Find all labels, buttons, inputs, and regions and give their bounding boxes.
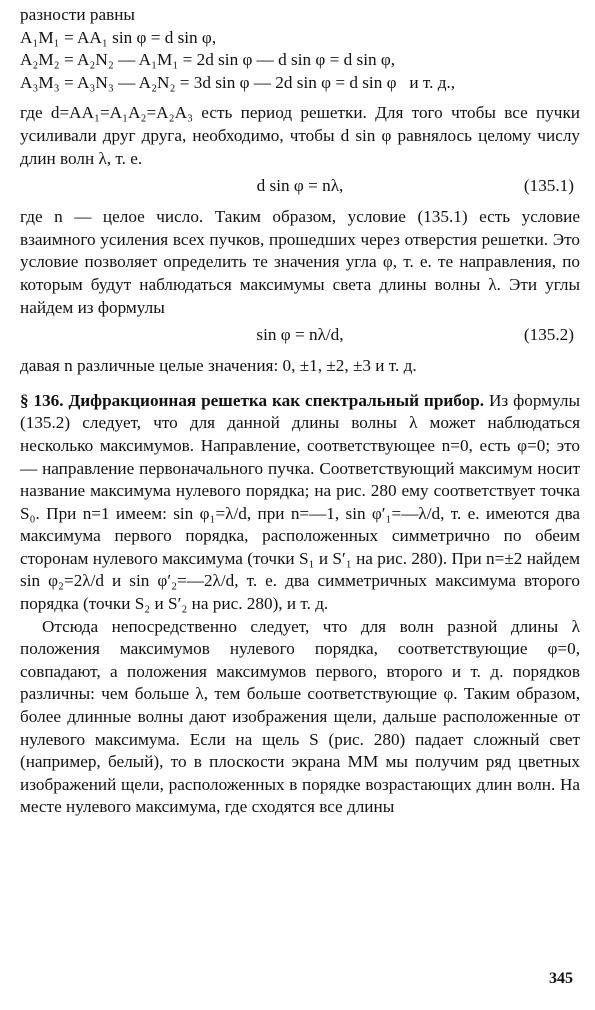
paragraph-period: где d=AA₁=A₁A₂=A₂A₃ есть период решетки. Для того чтобы все пучки усиливали друг друга, необходимо, чтобы d sin φ равнялось целому числу длин волн λ, т. е. — [20, 103, 580, 168]
equation-135-2 — [20, 321, 580, 349]
paragraph-integer-values: давая n различные целые значения: 0, ±1, ±2, ±3 и т. д. — [20, 356, 417, 376]
paragraph-consequence: Отсюда непосредственно следует, что для волн разной длины λ положения максимумов нулевого порядка, соответствующие φ=0, совпадают, а положения максимумов первого, второго и т. д. порядков различны: чем больше λ, тем больше соответствующие φ. Таким образом, более длинные волны дают изображения щели, дальше расположенные от нулевого максимума. Если на щель S (рис. 280) падает сложный свет (например, белый), то в плоскости экрана MM мы получим ряд цветных изображений щели, расположенных в порядке возрастающих длин волн. На месте нулевого максимума, где сходятся все длины — [20, 616, 580, 817]
document-page — [20, 4, 580, 819]
equation-number: (135.1) — [523, 176, 574, 196]
paragraph-condition: где n — целое число. Таким образом, условие (135.1) есть условие взаимного усиления всех пучков, прошедших через отверстия решетки. Это условие позволяет определить те значения угла φ, т. е. те направления, по которым будут наблюдаться максимумы света длины волны λ. Эти углы найдем из формулы — [20, 207, 580, 317]
equation-line-3: A₃M₃ = A₃N₃ — A₂N₂ = 3d sin φ — 2d sin φ = d sin φ и т. д., — [20, 72, 456, 92]
section-text: Из формулы (135.2) следует, что для данной длины волны λ может наблюдаться несколько максимумов. Направление, соответствующее n=0, есть φ=0; это — направление первоначального пучка. Соответствующий максимум носит название максимума нулевого порядка; на рис. 280 ему соответствует точка S₀. При n=1 имеем: sin φ₁=λ/d, при n=—1, sin φ′₁=—λ/d, т. е. имеются два максимума первого порядка, расположенных симметрично по обеим сторонам нулевого максимума (точки S₁ и S′₁ на рис. 280). При n=±2 найдем sin φ₂=2λ/d и sin φ′₂=—2λ/d, т. е. два симметричных максимума второго порядка (точки S₂ и S′₂ на рис. 280), и т. д. — [20, 390, 581, 614]
equation-line-2: A₂M₂ = A₂N₂ — A₁M₁ = 2d sin φ — d sin φ = d sin φ, — [20, 50, 396, 70]
text-line: разности равны — [20, 5, 135, 24]
equation-number: (135.2) — [523, 325, 574, 345]
section-title: § 136. Дифракционная решетка как спектральный прибор. — [20, 390, 485, 410]
equation-formula: sin φ = nλ/d, — [256, 325, 344, 345]
equation-formula: d sin φ = nλ, — [256, 176, 344, 196]
equation-line-1: A₁M₁ = AA₁ sin φ = d sin φ, — [20, 27, 217, 47]
page-number: 345 — [549, 970, 573, 987]
equation-135-1 — [20, 172, 580, 200]
section-136 — [20, 390, 580, 616]
